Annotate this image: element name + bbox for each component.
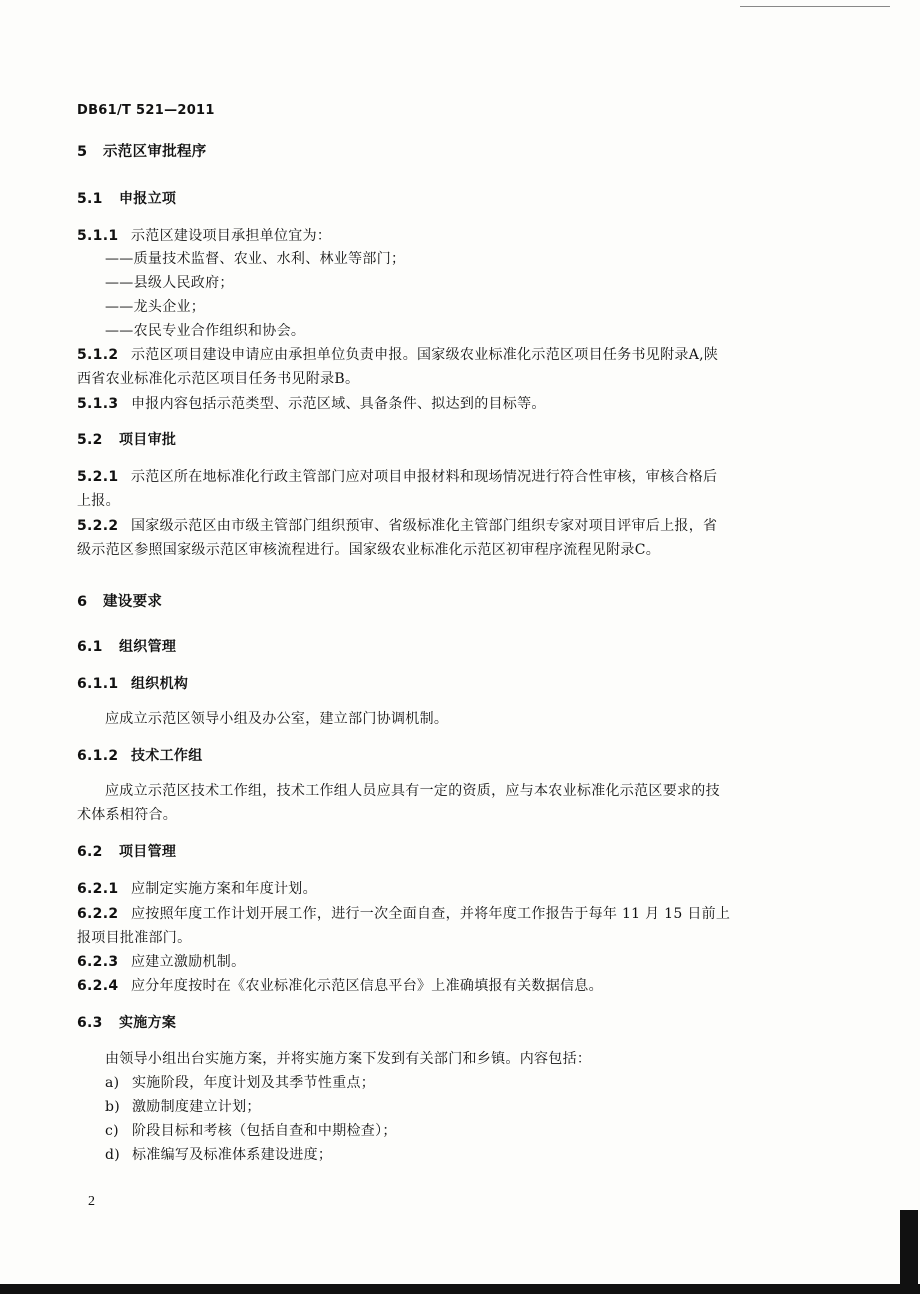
scan-edge-mark	[900, 1210, 918, 1294]
clause-5-2-2	[77, 517, 717, 535]
section-number: 6.2	[77, 844, 103, 860]
clause-continuation: 报项目批准部门。	[77, 930, 192, 946]
section-title: 示范区审批程序	[103, 144, 207, 160]
list-label: d)	[105, 1147, 121, 1163]
section-number: 5	[77, 144, 88, 160]
section-5-heading	[77, 143, 207, 161]
clause-6-2-3	[77, 953, 245, 971]
clause-text: 示范区建设项目承担单位宜为：	[131, 228, 332, 244]
section-5-1-heading	[77, 190, 176, 208]
list-item: ——农民专业合作组织和协会。	[105, 323, 306, 339]
clause-5-2-1	[77, 468, 717, 486]
list-label: a)	[105, 1075, 120, 1091]
paragraph-continuation: 术体系相符合。	[77, 807, 178, 823]
clause-text: 示范区所在地标准化行政主管部门应对项目申报材料和现场情况进行符合性审核，审核合格后	[131, 469, 718, 485]
list-item	[105, 1074, 375, 1092]
clause-text: 应分年度按时在《农业标准化示范区信息平台》上准确填报有关数据信息。	[131, 978, 603, 994]
paragraph: 应成立示范区领导小组及办公室，建立部门协调机制。	[105, 711, 449, 727]
section-6-2-heading	[77, 843, 176, 861]
section-title: 实施方案	[119, 1015, 177, 1031]
clause-continuation: 上报。	[77, 493, 120, 509]
clause-text: 应制定实施方案和年度计划。	[131, 881, 317, 897]
section-title: 技术工作组	[131, 748, 203, 764]
list-item: ——质量技术监督、农业、水利、林业等部门；	[105, 251, 406, 267]
list-label: b)	[105, 1099, 121, 1115]
clause-5-1-1	[77, 227, 331, 245]
list-item	[105, 1122, 397, 1140]
paragraph: 应成立示范区技术工作组，技术工作组人员应具有一定的资质，应与本农业标准化示范区要求的技	[105, 783, 720, 799]
section-title: 组织管理	[119, 639, 177, 655]
clause-6-2-1	[77, 880, 317, 898]
list-item	[105, 1098, 261, 1116]
clause-5-1-3	[77, 395, 546, 413]
section-6-1-heading	[77, 638, 176, 656]
section-6-heading	[77, 593, 162, 611]
clause-number: 6.2.1	[77, 881, 119, 897]
section-number: 5.1	[77, 191, 103, 207]
clause-text: 示范区项目建设申请应由承担单位负责申报。国家级农业标准化示范区项目任务书见附录A,陕	[131, 347, 719, 363]
section-title: 申报立项	[119, 191, 177, 207]
list-item: ——龙头企业；	[105, 299, 206, 315]
list-text: 阶段目标和考核（包括自查和中期检查）；	[132, 1123, 397, 1139]
clause-number: 6.2.2	[77, 906, 119, 922]
list-text: 实施阶段，年度计划及其季节性重点；	[132, 1075, 376, 1091]
clause-text: 应按照年度工作计划开展工作，进行一次全面自查，并将年度工作报告于每年 11 月 15 日前上	[131, 906, 731, 922]
clause-text: 应建立激励机制。	[131, 954, 246, 970]
clause-number: 6.2.4	[77, 978, 119, 994]
clause-text: 申报内容包括示范类型、示范区域、具备条件、拟达到的目标等。	[131, 396, 546, 412]
clause-6-2-4	[77, 977, 603, 995]
clause-number: 6.2.3	[77, 954, 119, 970]
clause-number: 5.1.1	[77, 228, 119, 244]
clause-6-2-2	[77, 905, 730, 923]
clause-continuation: 西省农业标准化示范区项目任务书见附录B。	[77, 371, 360, 387]
list-text: 标准编写及标准体系建设进度；	[132, 1147, 333, 1163]
section-number: 6.1	[77, 639, 103, 655]
clause-text: 国家级示范区由市级主管部门组织预审、省级标准化主管部门组织专家对项目评审后上报，省	[131, 518, 718, 534]
clause-number: 6.1.1	[77, 676, 119, 692]
section-5-2-heading	[77, 431, 176, 449]
standard-code: DB61/T 521—2011	[77, 103, 215, 118]
page-number: 2	[88, 1194, 96, 1209]
section-6-3-heading	[77, 1014, 176, 1032]
section-title: 项目管理	[119, 844, 177, 860]
list-label: c)	[105, 1123, 119, 1139]
section-6-1-1-heading	[77, 675, 188, 693]
section-number: 6.3	[77, 1015, 103, 1031]
clause-5-1-2	[77, 346, 718, 364]
list-text: 激励制度建立计划；	[132, 1099, 261, 1115]
section-title: 项目审批	[119, 432, 177, 448]
scan-edge-line	[740, 6, 890, 7]
section-title: 组织机构	[131, 676, 189, 692]
paragraph: 由领导小组出台实施方案，并将实施方案下发到有关部门和乡镇。内容包括：	[105, 1051, 592, 1067]
section-number: 6	[77, 594, 88, 610]
section-title: 建设要求	[103, 594, 163, 610]
list-item: ——县级人民政府；	[105, 275, 234, 291]
clause-number: 6.1.2	[77, 748, 119, 764]
clause-number: 5.1.2	[77, 347, 119, 363]
clause-number: 5.1.3	[77, 396, 119, 412]
clause-number: 5.2.1	[77, 469, 119, 485]
section-number: 5.2	[77, 432, 103, 448]
list-item	[105, 1146, 332, 1164]
section-6-1-2-heading	[77, 747, 203, 765]
clause-number: 5.2.2	[77, 518, 119, 534]
scan-bottom-bar	[0, 1284, 920, 1294]
clause-continuation: 级示范区参照国家级示范区审核流程进行。国家级农业标准化示范区初审程序流程见附录C。	[77, 542, 661, 558]
